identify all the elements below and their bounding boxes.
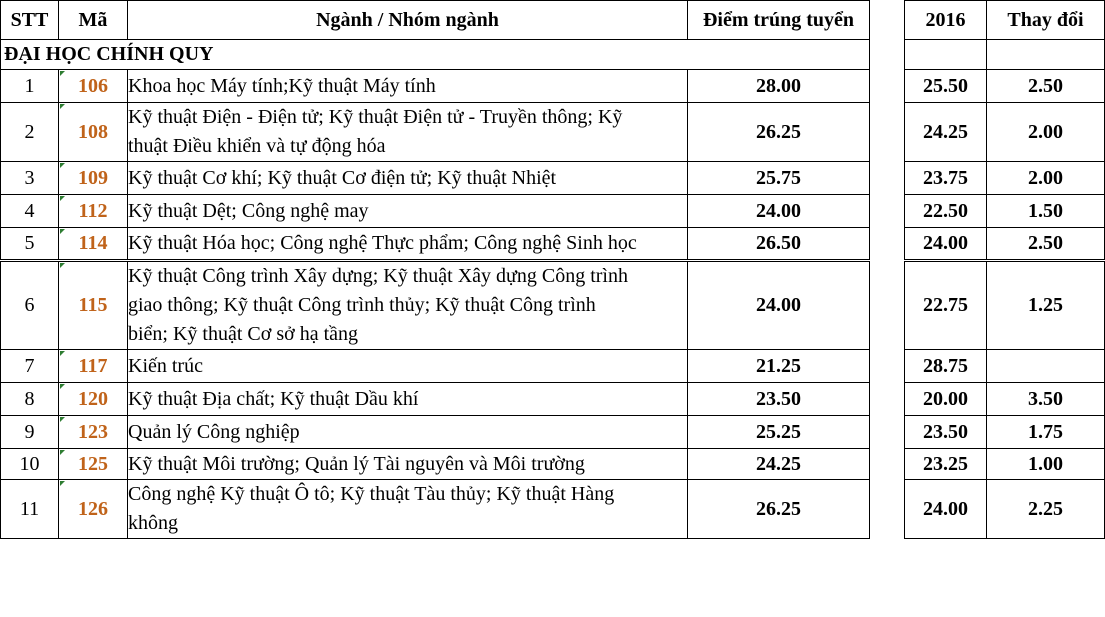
section-empty-cell: [987, 40, 1105, 70]
section-empty-cell: [905, 40, 987, 70]
score-2016-cell: 23.25: [905, 449, 987, 480]
score-cell: 24.00: [688, 261, 870, 350]
program-name-line: không: [128, 512, 178, 534]
score-cell: 25.75: [688, 162, 870, 195]
stt-cell: 4: [1, 195, 59, 228]
gap-cell: [870, 416, 905, 449]
program-code: 112: [59, 195, 128, 228]
program-name-line: Kỹ thuật Địa chất; Kỹ thuật Dầu khí: [128, 387, 419, 410]
score-cell: 24.25: [688, 449, 870, 480]
change-cell: 1.50: [987, 195, 1105, 228]
program-name-cell: [128, 261, 688, 350]
program-name-line: Kỹ thuật Hóa học; Công nghệ Thực phẩm; Công nghệ Sinh học: [128, 232, 637, 254]
program-name-cell: [128, 480, 688, 539]
change-cell: [987, 350, 1105, 383]
gap-cell: [870, 70, 905, 103]
program-code: 120: [59, 383, 128, 416]
score-cell: 26.25: [688, 480, 870, 539]
program-code: 106: [59, 70, 128, 103]
score-2016-cell: 24.00: [905, 228, 987, 261]
section-row: [1, 40, 1105, 70]
program-name-cell: [128, 350, 688, 383]
program-name-line: Kỹ thuật Cơ khí; Kỹ thuật Cơ điện tử; Kỹ thuật Nhiệt: [128, 166, 557, 189]
program-name-line: giao thông; Kỹ thuật Công trình thủy; Kỹ thuật Công trình: [128, 294, 596, 316]
header-row: [1, 1, 1105, 40]
stt-cell: 11: [1, 480, 59, 539]
header-nganh: Ngành / Nhóm ngành: [128, 1, 688, 40]
gap-cell: [870, 1, 905, 40]
program-name-cell: [128, 162, 688, 195]
gap-cell: [870, 383, 905, 416]
gap-cell: [870, 350, 905, 383]
table-row: [1, 261, 1105, 350]
score-2016-cell: 24.00: [905, 480, 987, 539]
gap-cell: [870, 195, 905, 228]
program-name-cell: [128, 103, 688, 162]
score-2016-cell: 22.75: [905, 261, 987, 350]
stt-cell: 2: [1, 103, 59, 162]
table-row: [1, 228, 1105, 261]
stt-cell: 6: [1, 261, 59, 350]
gap-cell: [870, 103, 905, 162]
score-2016-cell: 23.50: [905, 416, 987, 449]
program-code: 123: [59, 416, 128, 449]
stt-cell: 5: [1, 228, 59, 261]
change-cell: 3.50: [987, 383, 1105, 416]
section-title: ĐẠI HỌC CHÍNH QUY: [1, 40, 870, 70]
header-diem: Điểm trúng tuyển: [688, 1, 870, 40]
table-row: [1, 480, 1105, 539]
change-cell: 1.25: [987, 261, 1105, 350]
header-stt: STT: [1, 1, 59, 40]
program-name-line: Quản lý Công nghiệp: [128, 420, 300, 443]
table-row: [1, 449, 1105, 480]
score-cell: 21.25: [688, 350, 870, 383]
program-name-line: Kiến trúc: [128, 354, 203, 377]
program-name-line: thuật Điều khiển và tự động hóa: [128, 135, 386, 157]
program-code: 126: [59, 480, 128, 539]
program-name-line: biển; Kỹ thuật Cơ sở hạ tầng: [128, 323, 359, 345]
program-name-line: Kỹ thuật Điện - Điện tử; Kỹ thuật Điện tử - Truyền thông; Kỹ: [128, 106, 623, 128]
score-cell: 24.00: [688, 195, 870, 228]
score-cell: 25.25: [688, 416, 870, 449]
program-name-line: Khoa học Máy tính;Kỹ thuật Máy tính: [128, 74, 436, 97]
change-cell: 2.50: [987, 70, 1105, 103]
change-cell: 2.25: [987, 480, 1105, 539]
gap-cell: [870, 449, 905, 480]
score-2016-cell: 20.00: [905, 383, 987, 416]
score-cell: 23.50: [688, 383, 870, 416]
program-name-line: Kỹ thuật Công trình Xây dựng; Kỹ thuật Xây dựng Công trình: [128, 265, 628, 287]
stt-cell: 9: [1, 416, 59, 449]
table-row: [1, 70, 1105, 103]
stt-cell: 3: [1, 162, 59, 195]
program-name-line: Công nghệ Kỹ thuật Ô tô; Kỹ thuật Tàu thủy; Kỹ thuật Hàng: [128, 483, 615, 505]
program-name-cell: [128, 416, 688, 449]
program-name-cell: [128, 383, 688, 416]
table-row: [1, 383, 1105, 416]
table-row: [1, 195, 1105, 228]
gap-cell: [870, 261, 905, 350]
program-code: 108: [59, 103, 128, 162]
table-row: [1, 162, 1105, 195]
program-code: 117: [59, 350, 128, 383]
gap-cell: [870, 40, 905, 70]
header-2016: 2016: [905, 1, 987, 40]
score-cell: 28.00: [688, 70, 870, 103]
score-2016-cell: 22.50: [905, 195, 987, 228]
program-name-cell: [128, 195, 688, 228]
stt-cell: 8: [1, 383, 59, 416]
stt-cell: 10: [1, 449, 59, 480]
change-cell: 2.50: [987, 228, 1105, 261]
header-thay-doi: Thay đổi: [987, 1, 1105, 40]
program-name-cell: [128, 70, 688, 103]
change-cell: 1.00: [987, 449, 1105, 480]
change-cell: 2.00: [987, 103, 1105, 162]
gap-cell: [870, 228, 905, 261]
program-name-line: Kỹ thuật Dệt; Công nghệ may: [128, 199, 369, 222]
program-code: 125: [59, 449, 128, 480]
change-cell: 1.75: [987, 416, 1105, 449]
score-2016-cell: 24.25: [905, 103, 987, 162]
change-cell: 2.00: [987, 162, 1105, 195]
header-ma: Mã: [59, 1, 128, 40]
program-name-cell: [128, 228, 688, 261]
table-row: [1, 416, 1105, 449]
table-row: [1, 103, 1105, 162]
table-row: [1, 350, 1105, 383]
stt-cell: 7: [1, 350, 59, 383]
stt-cell: 1: [1, 70, 59, 103]
score-2016-cell: 28.75: [905, 350, 987, 383]
program-name-cell: [128, 449, 688, 480]
program-code: 114: [59, 228, 128, 261]
score-2016-cell: 25.50: [905, 70, 987, 103]
score-cell: 26.25: [688, 103, 870, 162]
program-code: 115: [59, 261, 128, 350]
gap-cell: [870, 162, 905, 195]
score-cell: 26.50: [688, 228, 870, 261]
program-name-line: Kỹ thuật Môi trường; Quản lý Tài nguyên và Môi trường: [128, 452, 585, 475]
score-2016-cell: 23.75: [905, 162, 987, 195]
gap-cell: [870, 480, 905, 539]
program-code: 109: [59, 162, 128, 195]
